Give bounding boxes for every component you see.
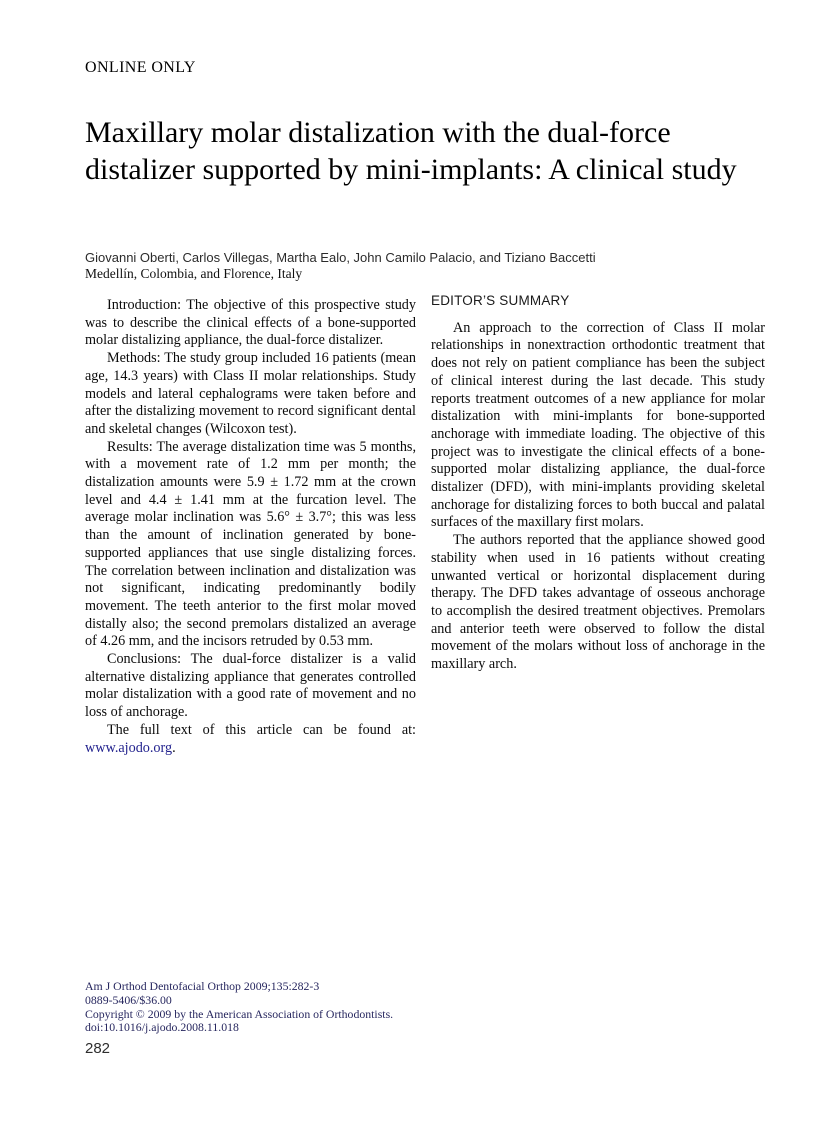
fulltext-note-text: The full text of this article can be found at:	[107, 721, 416, 738]
ajodo-link[interactable]: www.ajodo.org	[85, 739, 173, 756]
page-number: 282	[85, 1040, 111, 1057]
abstract-paragraph-conclusions: Conclusions: The dual-force distalizer is a valid alternative distalizing appliance that generates controlled molar distalization with a good rate of movement and no loss of anchorage.	[85, 651, 416, 721]
editor-summary-heading: EDITOR’S SUMMARY	[431, 293, 570, 308]
journal-citation-block	[85, 980, 393, 1035]
article-title: Maxillary molar distalization with the dual-force distalizer supported by mini-implants: A clinical study	[85, 116, 737, 186]
abstract-paragraph-methods: Methods: The study group included 16 patients (mean age, 14.3 years) with Class II molar relationships. Study models and lateral cephalograms were taken before and after the distalizing movement to record significant dental and skeletal changes (Wilcoxon test).	[85, 350, 416, 437]
copyright-line: Copyright © 2009 by the American Association of Orthodontists.	[85, 1006, 394, 1021]
issn-price-line: 0889-5406/$36.00	[85, 992, 172, 1007]
online-only-label: ONLINE ONLY	[85, 59, 196, 76]
fulltext-note-period: .	[172, 739, 176, 756]
doi-line: doi:10.1016/j.ajodo.2008.11.018	[85, 1020, 239, 1035]
fulltext-note	[85, 722, 416, 757]
editor-summary-paragraph: An approach to the correction of Class II molar relationships in nonextraction orthodontic treatment that does not rely on patient compliance has been the subject of clinical interest during the last decade. This study reports treatment outcomes of a new appliance for molar distalization with mini-implants for bone-supported anchorage with immediate loading. The objective of this project was to investigate the clinical effects of a bone-supported molar distalizing appliance, the dual-force distalizer (DFD), with mini-implants providing skeletal anchorage for distalizing forces to both buccal and palatal surfaces of the maxillary first molars.	[431, 319, 765, 531]
editor-summary-column	[431, 292, 765, 674]
journal-citation-line: Am J Orthod Dentofacial Orthop 2009;135:282-3	[85, 979, 320, 993]
abstract-column	[85, 297, 416, 757]
abstract-paragraph-results: Results: The average distalization time was 5 months, with a movement rate of 1.2 mm per month; the distalization amounts were 5.9 ± 1.72 mm at the crown level and 4.4 ± 1.41 mm at the furcation level. The average molar inclination was 5.6° ± 3.7°; this was less than the amount of inclination generated by bone-supported appliances that use single distalizing forces. The correlation between inclination and distalization was not significant, indicating predominantly bodily movement. The teeth anterior to the first molar moved distally also; the second premolars distalized an average of 4.26 mm, and the incisors retruded by 0.53 mm.	[85, 438, 416, 650]
abstract-paragraph-introduction: Introduction: The objective of this prospective study was to describe the clinical effects of a bone-supported molar distalizing appliance, the dual-force distalizer.	[85, 297, 416, 349]
editor-summary-paragraph: The authors reported that the appliance showed good stability when used in 16 patients without creating unwanted vertical or horizontal displacement during therapy. The DFD takes advantage of osseous anchorage to accomplish the desired treatment objectives. Premolars and anterior teeth were observed to follow the distal movement of the molars without loss of anchorage in the maxillary arch.	[431, 532, 765, 673]
affiliation-line: Medellín, Colombia, and Florence, Italy	[85, 266, 303, 281]
authors-line: Giovanni Oberti, Carlos Villegas, Martha Ealo, John Camilo Palacio, and Tiziano Baccetti	[85, 250, 596, 265]
